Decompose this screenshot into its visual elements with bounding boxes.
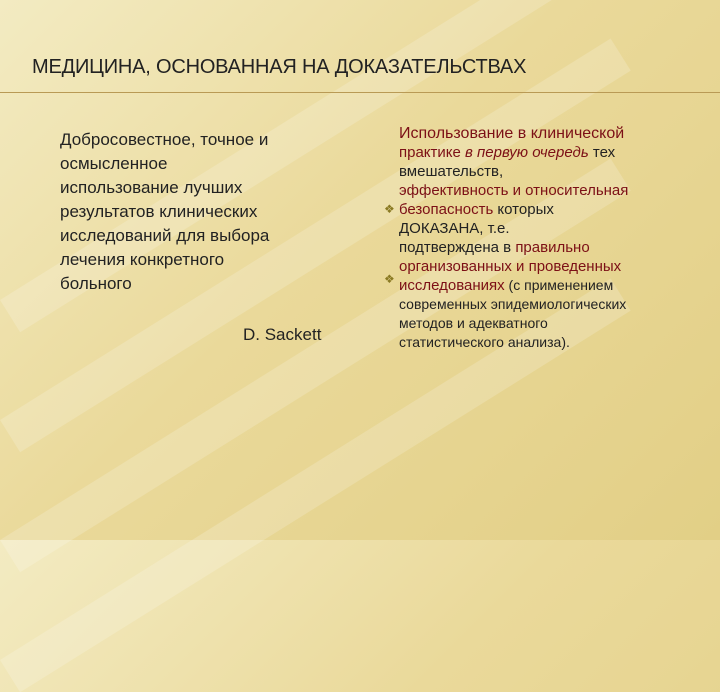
- definition-text: [60, 128, 360, 296]
- description-line: методов и адекватного: [399, 315, 548, 331]
- author-attribution: D. Sackett: [243, 325, 322, 344]
- description-line: вмешательств,: [399, 163, 504, 180]
- description-line: безопасность которых: [399, 201, 554, 218]
- slide-title: МЕДИЦИНА, ОСНОВАННАЯ НА ДОКАЗАТЕЛЬСТВАХ: [32, 56, 527, 78]
- description-line: организованных и проведенных: [399, 258, 622, 275]
- definition-line: больного: [60, 274, 132, 293]
- definition-line: лечения конкретного: [60, 250, 225, 269]
- description-line: ДОКАЗАНА, т.е.: [399, 220, 510, 237]
- definition-line: использование лучших: [60, 178, 243, 197]
- description-line: исследованиях (с применением: [399, 277, 614, 294]
- description-line: современных эпидемиологических: [399, 296, 627, 312]
- diamond-bullet-icon: ❖: [384, 272, 395, 286]
- definition-line: осмысленное: [60, 154, 168, 173]
- description-line: Использование в клинической: [399, 125, 625, 142]
- description-line: статистического анализа).: [399, 334, 570, 350]
- diamond-bullet-icon: ❖: [384, 202, 395, 216]
- description-line: подтверждена в правильно: [399, 239, 590, 256]
- definition-line: результатов клинических: [60, 202, 258, 221]
- definition-line: исследований для выбора: [60, 226, 270, 245]
- ebm-description: [399, 124, 709, 352]
- description-line: эффективность и относительная: [399, 182, 629, 199]
- definition-line: Добросовестное, точное и: [60, 130, 269, 149]
- emphasis-text: в первую очередь: [465, 144, 589, 161]
- description-line: практике в первую очередь тех: [399, 144, 616, 161]
- title-divider: [0, 92, 720, 93]
